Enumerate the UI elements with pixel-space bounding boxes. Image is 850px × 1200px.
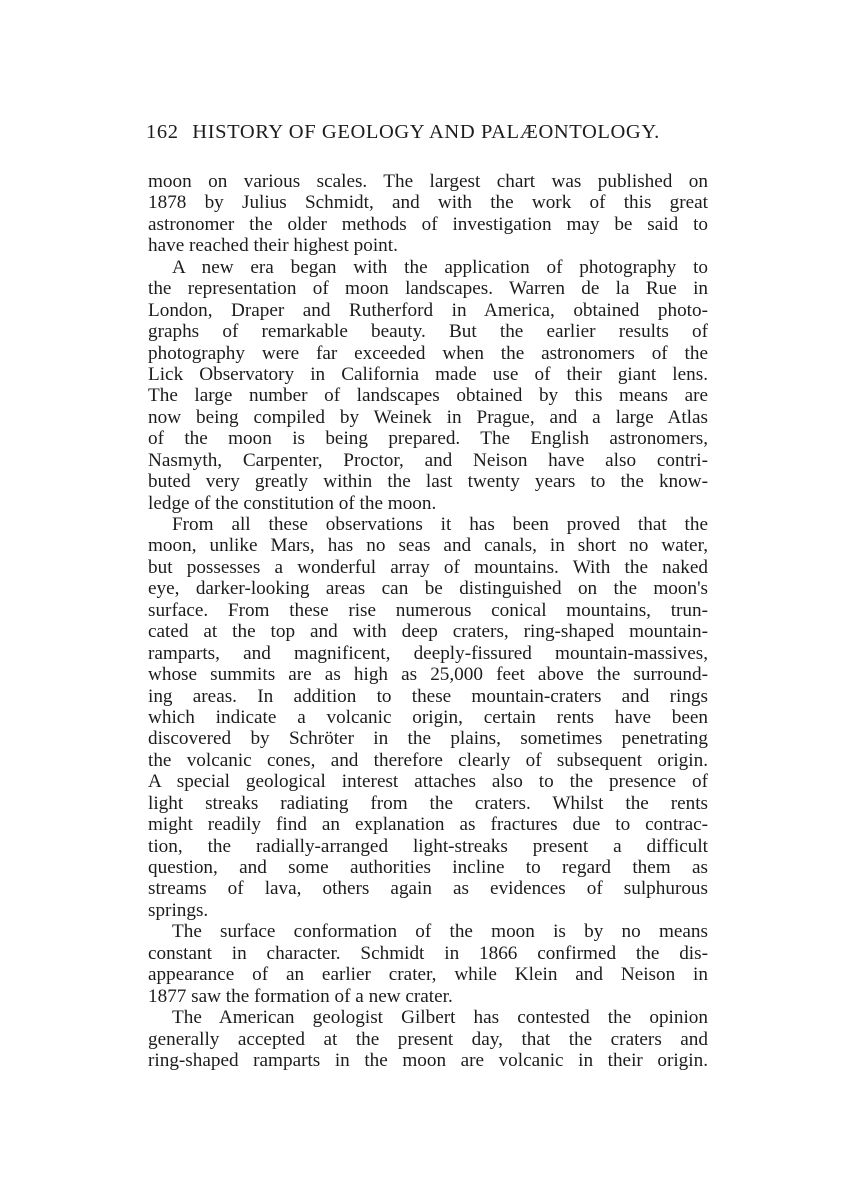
- text-line: generally accepted at the present day, that the craters and: [148, 1028, 708, 1050]
- text-line: ledge of the constitution of the moon.: [148, 492, 437, 514]
- text-line: A new era began with the application of photography to: [172, 256, 708, 278]
- text-line: have reached their highest point.: [148, 235, 398, 257]
- paragraph: [148, 921, 708, 1007]
- text-line: The surface conformation of the moon is by no means: [172, 921, 708, 943]
- running-title: HISTORY OF GEOLOGY AND PALÆONTOLOGY.: [192, 121, 660, 143]
- text-line: appearance of an earlier crater, while Klein and Neison in: [148, 964, 708, 986]
- text-line: graphs of remarkable beauty. But the earlier results of: [148, 321, 708, 343]
- text-line: 1877 saw the formation of a new crater.: [148, 985, 453, 1007]
- text-line: photography were far exceeded when the astronomers of the: [148, 342, 708, 364]
- text-line: might readily find an explanation as fractures due to contrac-: [148, 814, 708, 836]
- text-line: surface. From these rise numerous conical mountains, trun-: [148, 599, 708, 621]
- text-line: The American geologist Gilbert has contested the opinion: [172, 1007, 708, 1029]
- text-line: the representation of moon landscapes. Warren de la Rue in: [148, 278, 708, 300]
- text-line: buted very greatly within the last twenty years to the know-: [148, 471, 708, 493]
- text-line: The large number of landscapes obtained by this means are: [148, 385, 708, 407]
- text-line: tion, the radially-arranged light-streaks present a difficult: [148, 835, 708, 857]
- text-line: Nasmyth, Carpenter, Proctor, and Neison have also contri-: [148, 449, 708, 471]
- text-line: London, Draper and Rutherford in America, obtained photo-: [148, 299, 708, 321]
- paragraph: [148, 257, 708, 514]
- text-line: A special geological interest attaches also to the presence of: [148, 771, 708, 793]
- text-line: cated at the top and with deep craters, ring-shaped mountain-: [148, 621, 708, 643]
- text-line: moon on various scales. The largest chart was published on: [148, 171, 708, 192]
- text-line: light streaks radiating from the craters. Whilst the rents: [148, 792, 708, 814]
- text-line: now being compiled by Weinek in Prague, and a large Atlas: [148, 406, 708, 428]
- text-line: which indicate a volcanic origin, certain rents have been: [148, 706, 708, 728]
- text-line: ing areas. In addition to these mountain-craters and rings: [148, 685, 708, 707]
- text-line: From all these observations it has been proved that the: [172, 514, 708, 535]
- text-line: ring-shaped ramparts in the moon are volcanic in their origin.: [148, 1049, 708, 1071]
- paragraph: [148, 171, 708, 257]
- text-line: moon, unlike Mars, has no seas and canals, in short no water,: [148, 535, 708, 557]
- text-line: question, and some authorities incline to regard them as: [148, 857, 708, 878]
- text-line: of the moon is being prepared. The English astronomers,: [148, 428, 708, 450]
- text-line: the volcanic cones, and therefore clearly of subsequent origin.: [148, 749, 708, 771]
- text-line: constant in character. Schmidt in 1866 confirmed the dis-: [148, 942, 708, 964]
- running-head: [146, 122, 706, 143]
- text-line: streams of lava, others again as evidences of sulphurous: [148, 878, 708, 900]
- text-line: but possesses a wonderful array of mountains. With the naked: [148, 556, 708, 578]
- paragraph: [148, 514, 708, 921]
- text-line: Lick Observatory in California made use of their giant lens.: [148, 363, 708, 385]
- text-line: springs.: [148, 899, 209, 921]
- text-line: whose summits are as high as 25,000 feet above the surround-: [148, 664, 708, 686]
- text-line: astronomer the older methods of investigation may be said to: [148, 213, 708, 235]
- text-line: ramparts, and magnificent, deeply-fissured mountain-massives,: [148, 642, 708, 664]
- page-number: 162: [146, 121, 179, 143]
- body-text: [148, 171, 708, 1071]
- text-line: eye, darker-looking areas can be distinguished on the moon's: [148, 578, 708, 600]
- paragraph: [148, 1007, 708, 1071]
- text-line: discovered by Schröter in the plains, sometimes penetrating: [148, 728, 708, 750]
- text-line: 1878 by Julius Schmidt, and with the work of this great: [148, 192, 708, 214]
